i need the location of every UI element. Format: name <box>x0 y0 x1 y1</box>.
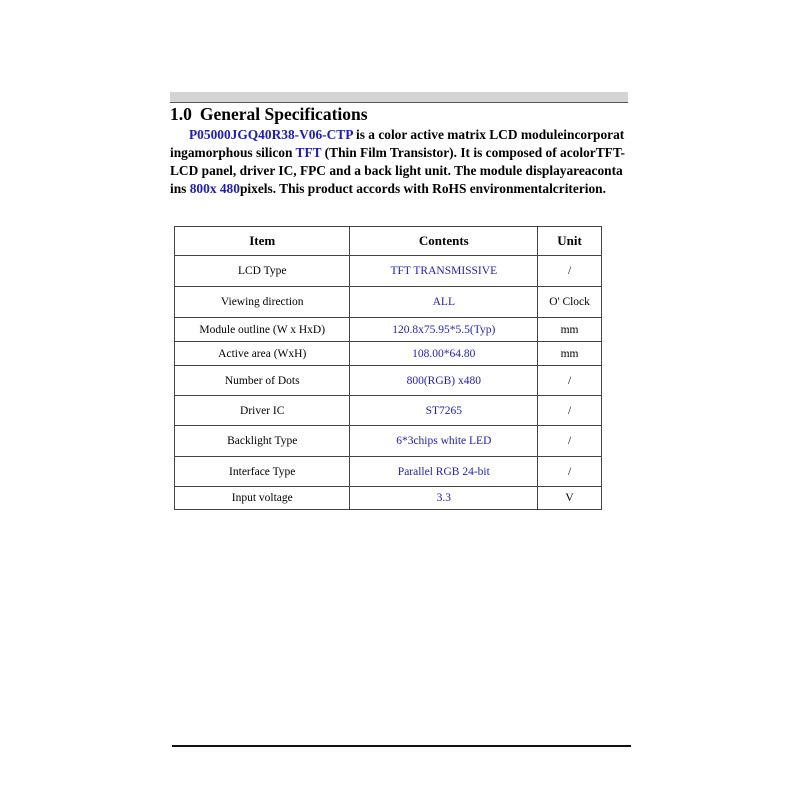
cell-item: LCD Type <box>175 256 350 287</box>
cell-unit: mm <box>538 342 602 366</box>
model-number: P05000JGQ40R38-V06-CTP <box>189 127 353 142</box>
cell-unit: O' Clock <box>538 287 602 318</box>
cell-unit: / <box>538 366 602 396</box>
table-row <box>175 366 602 396</box>
table-row <box>175 487 602 510</box>
cell-unit: / <box>538 457 602 487</box>
section-title: General Specifications <box>199 104 368 124</box>
cell-contents: 120.8x75.95*5.5(Typ) <box>350 318 538 342</box>
table-row <box>175 342 602 366</box>
intro-text-2: (Thin Film Transistor). It is composed of acolorTFT-LCD panel, driver IC, FPC and a back light unit. The module displayareacontains <box>170 145 625 196</box>
cell-contents: ST7265 <box>350 396 538 426</box>
cell-contents: TFT TRANSMISSIVE <box>350 256 538 287</box>
cell-unit: V <box>538 487 602 510</box>
header-unit: Unit <box>538 227 602 256</box>
cell-unit: mm <box>538 318 602 342</box>
cell-item: Driver IC <box>175 396 350 426</box>
cell-item: Interface Type <box>175 457 350 487</box>
cell-contents: 3.3 <box>350 487 538 510</box>
table-row <box>175 396 602 426</box>
header-item: Item <box>175 227 350 256</box>
cell-contents: 108.00*64.80 <box>350 342 538 366</box>
resolution-value: 800x 480 <box>189 181 240 196</box>
cell-item: Active area (WxH) <box>175 342 350 366</box>
table-row <box>175 426 602 457</box>
table-header-row <box>175 227 602 256</box>
cell-item: Module outline (W x HxD) <box>175 318 350 342</box>
cell-unit: / <box>538 426 602 457</box>
section-heading <box>170 102 368 126</box>
table-row <box>175 287 602 318</box>
cell-item: Viewing direction <box>175 287 350 318</box>
cell-contents: ALL <box>350 287 538 318</box>
cell-item: Input voltage <box>175 487 350 510</box>
cell-contents: 800(RGB) x480 <box>350 366 538 396</box>
intro-text-1: is a color active matrix LCD moduleincorporatingamorphous silicon <box>170 127 625 160</box>
cell-item: Number of Dots <box>175 366 350 396</box>
header-contents: Contents <box>350 227 538 256</box>
section-number: 1.0 <box>170 104 192 124</box>
footer-rule <box>172 745 631 747</box>
table-row <box>175 256 602 287</box>
intro-paragraph <box>170 126 625 198</box>
table-body <box>175 256 602 510</box>
cell-unit: / <box>538 256 602 287</box>
table-row <box>175 457 602 487</box>
cell-unit: / <box>538 396 602 426</box>
intro-text-3: pixels. This product accords with RoHS environmentalcriterion. <box>239 181 606 196</box>
spec-table <box>174 226 602 510</box>
table-row <box>175 318 602 342</box>
cell-contents: Parallel RGB 24-bit <box>350 457 538 487</box>
cell-contents: 6*3chips white LED <box>350 426 538 457</box>
tft-term: TFT <box>295 145 322 160</box>
cell-item: Backlight Type <box>175 426 350 457</box>
